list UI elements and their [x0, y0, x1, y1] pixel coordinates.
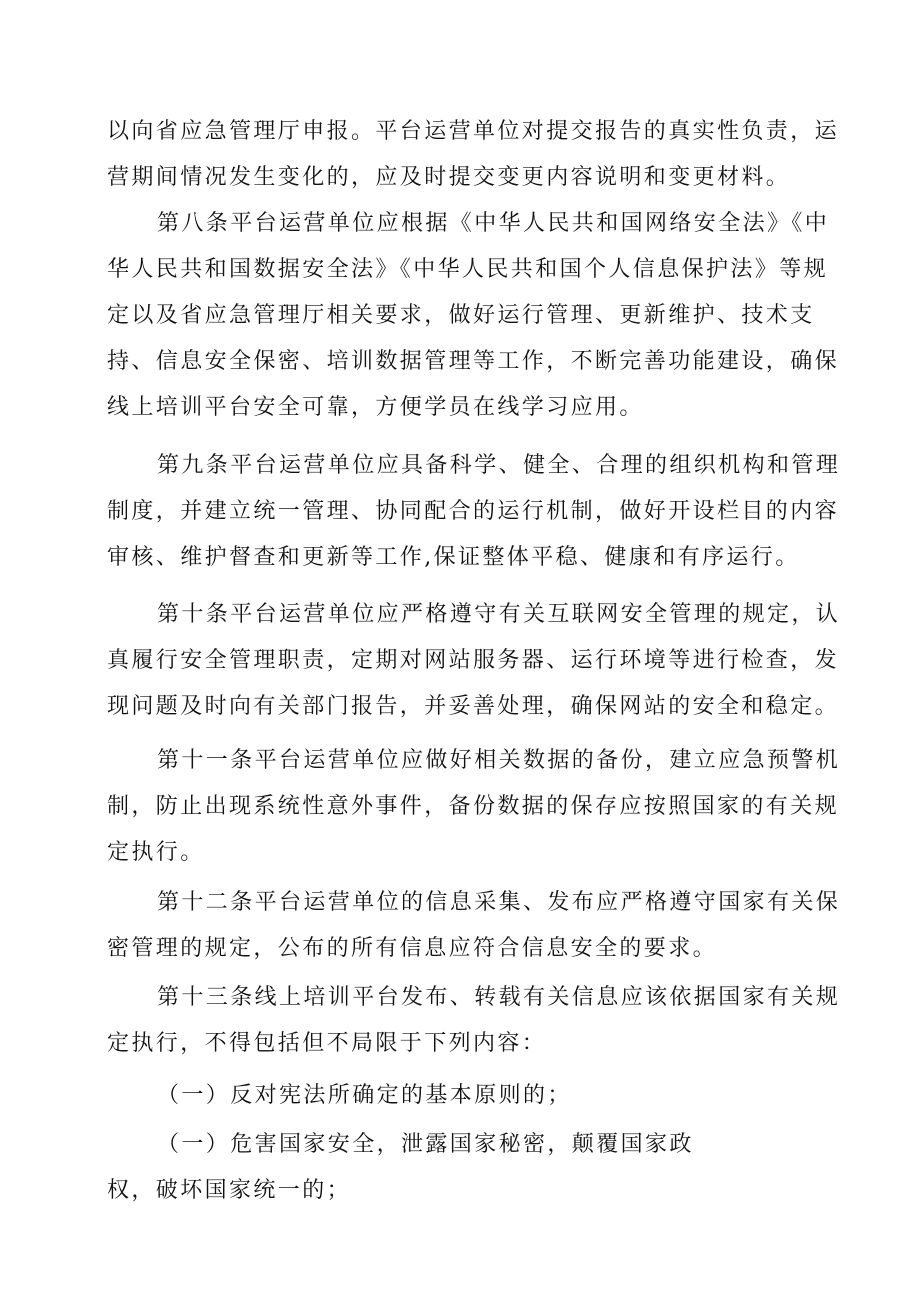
text-line: 定执行。 [107, 840, 205, 865]
text-line: 审核、维护督查和更新等工作,保证整体平稳、健康和有序运行。 [107, 545, 800, 570]
text-line: 以向省应急管理厅申报。平台运营单位对提交报告的真实性负责，运 [107, 119, 840, 144]
text-line: 华人民共和国数据安全法》《中华人民共和国个人信息保护法》等规 [107, 257, 829, 282]
article-12-first-line: 第十二条平台运营单位的信息采集、发布应严格遵守国家有关保 [157, 890, 841, 915]
text-line: 线上培训平台安全可靠，方便学员在线学习应用。 [107, 395, 644, 420]
text-line: 持、信息安全保密、培训数据管理等工作，不断完善功能建设，确保 [107, 349, 840, 374]
text-line: 制，防止出现系统性意外事件，备份数据的保存应按照国家的有关规 [107, 794, 840, 819]
list-item: （一）危害国家安全，泄露国家秘密，颠覆国家政 [157, 1132, 694, 1157]
article-10-first-line: 第十条平台运营单位应严格遵守有关互联网安全管理的规定，认 [157, 602, 841, 627]
text-line: 制度，并建立统一管理、协同配合的运行机制，做好开设栏目的内容 [107, 499, 840, 524]
article-13-first-line: 第十三条线上培训平台发布、转载有关信息应该依据国家有关规 [157, 985, 841, 1010]
text-line: 密管理的规定，公布的所有信息应符合信息安全的要求。 [107, 936, 718, 961]
text-line: 定执行，不得包括但不局限于下列内容： [107, 1031, 547, 1056]
article-8-first-line: 第八条平台运营单位应根据《中华人民共和国网络安全法》《中 [157, 211, 830, 236]
article-11-first-line: 第十一条平台运营单位应做好相关数据的备份，建立应急预警机 [157, 748, 841, 773]
list-item: （一）反对宪法所确定的基本原则的； [157, 1083, 572, 1108]
text-line: 权，破坏国家统一的； [107, 1178, 352, 1203]
text-line: 现问题及时向有关部门报告，并妥善处理，确保网站的安全和稳定。 [107, 694, 840, 719]
article-9-first-line: 第九条平台运营单位应具备科学、健全、合理的组织机构和管理 [157, 453, 841, 478]
text-line: 真履行安全管理职责，定期对网站服务器、运行环境等进行检查，发 [107, 648, 840, 673]
text-line: 定以及省应急管理厅相关要求，做好运行管理、更新维护、技术支 [107, 303, 815, 328]
text-line: 营期间情况发生变化的，应及时提交变更内容说明和变更材料。 [107, 165, 791, 190]
